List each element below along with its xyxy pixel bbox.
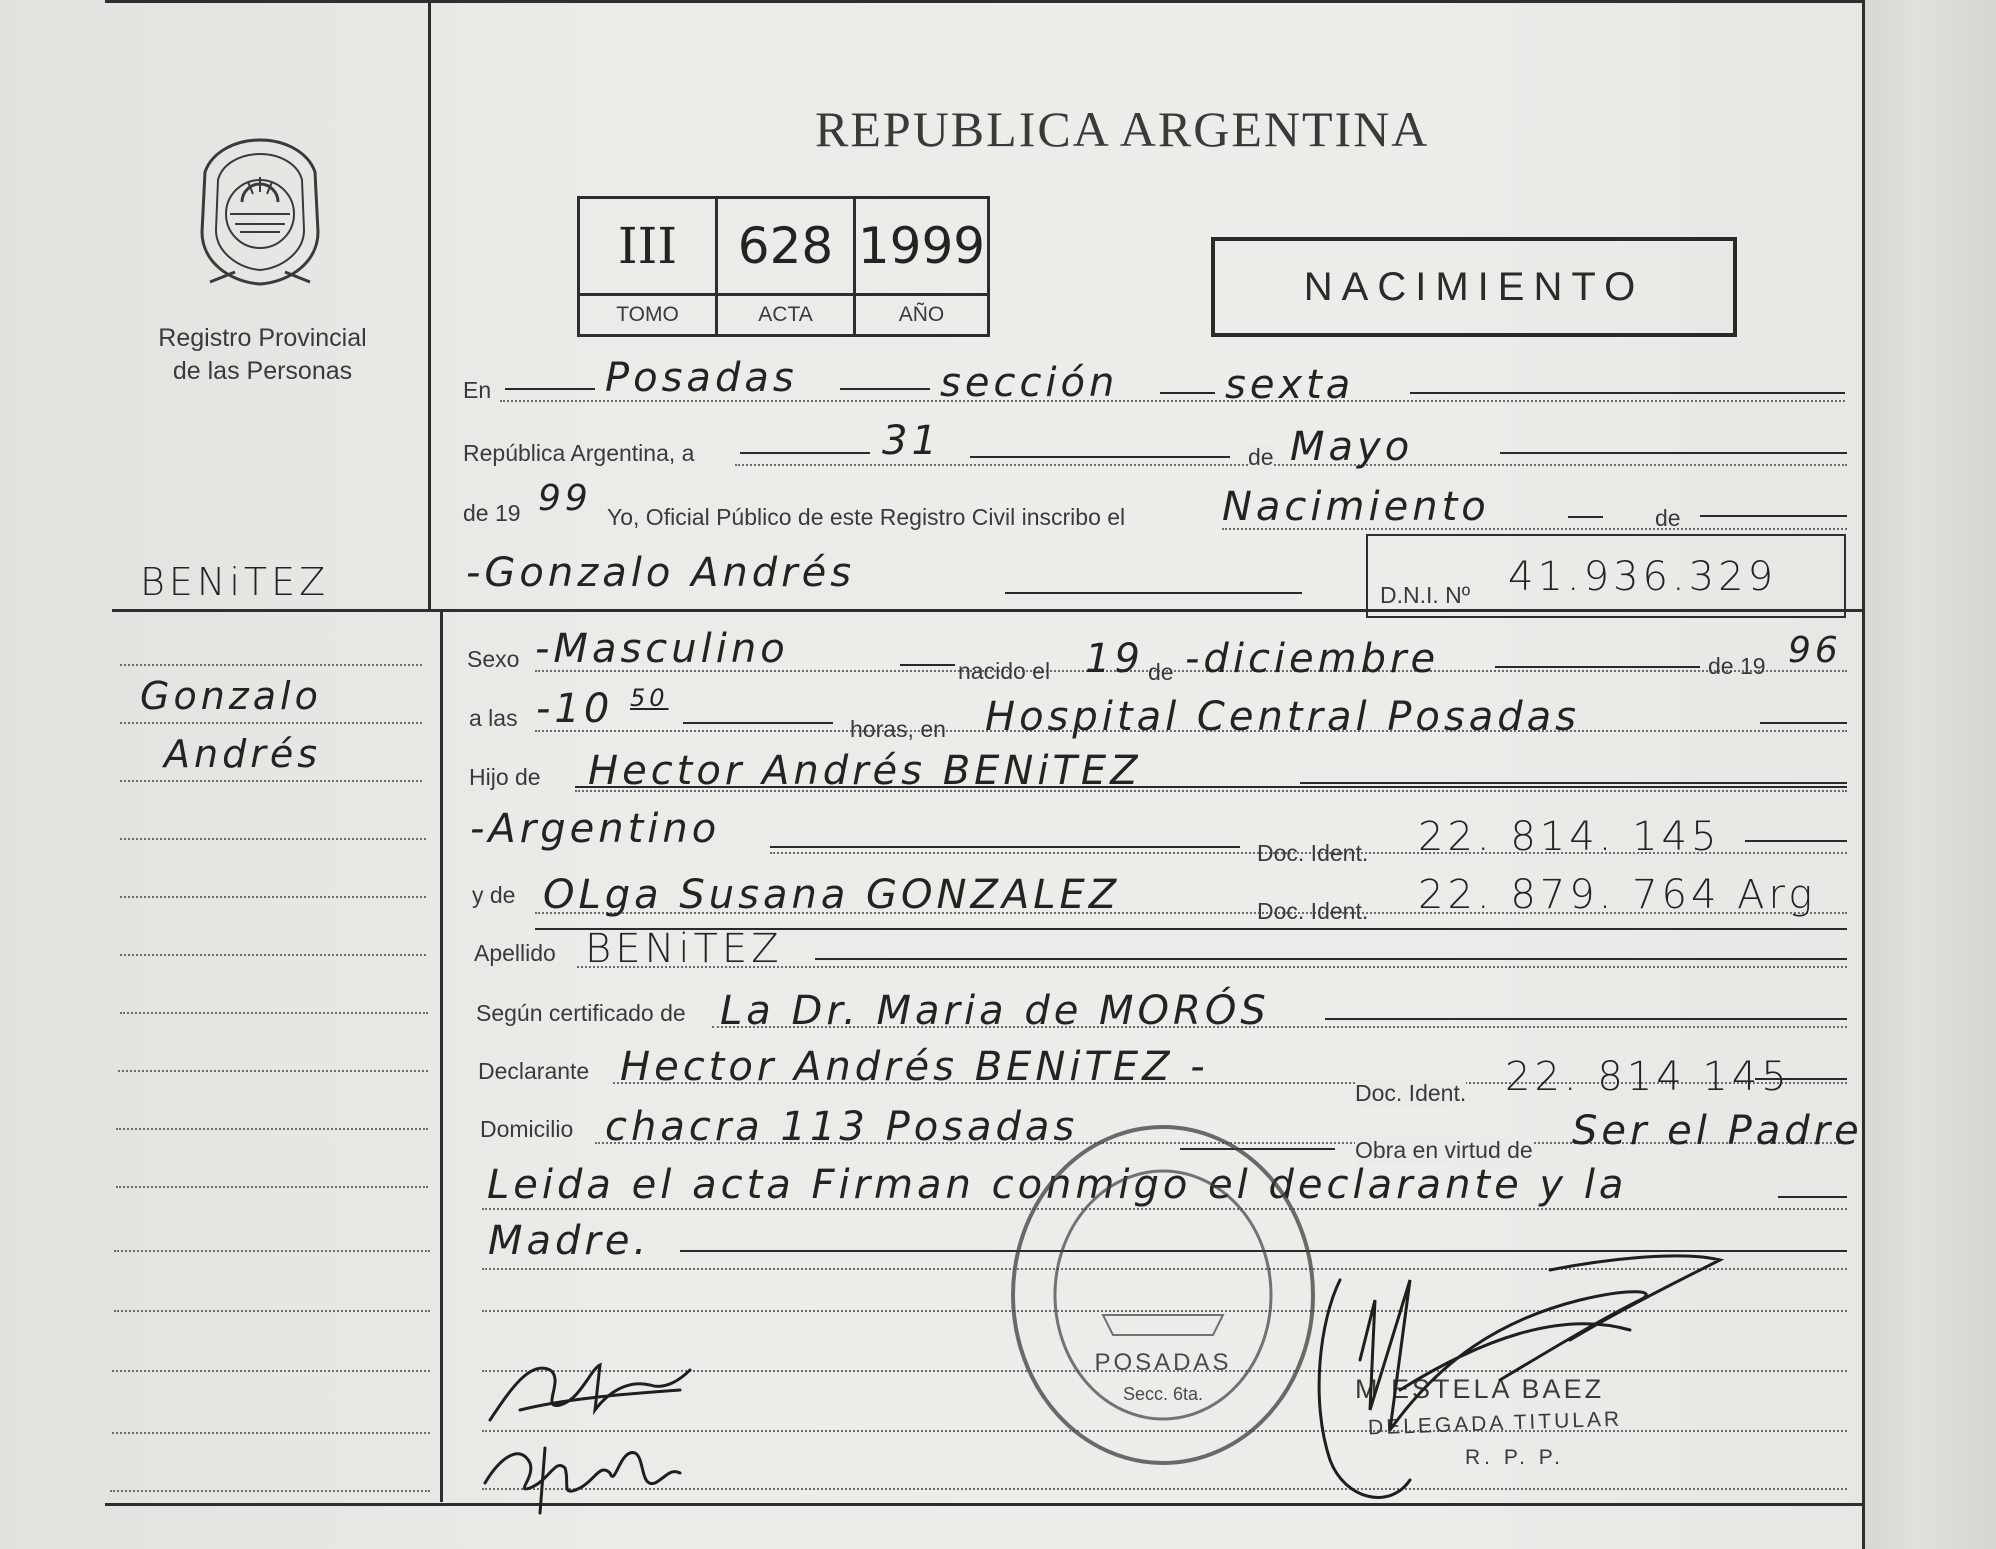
margin-line: [114, 1250, 430, 1252]
label-de-birth: de: [1148, 659, 1174, 685]
document-type-box: NACIMIENTO: [1211, 237, 1737, 337]
ink-stroke: [840, 388, 930, 390]
ink-stroke: [740, 452, 870, 454]
entry-declarant-doc: 22. 814 145: [1505, 1054, 1791, 1100]
margin-line: [120, 664, 422, 666]
entry-minutes: 50: [630, 684, 669, 712]
label-de2: de: [1655, 505, 1681, 531]
margin-line: [114, 1310, 430, 1312]
column-divider-upper: [428, 0, 431, 612]
top-border: [105, 0, 1862, 3]
entry-nationality: -Argentino: [470, 806, 721, 852]
entry-birth-year: 96: [1788, 630, 1842, 671]
stamp-section: Secc. 6ta.: [1122, 1384, 1204, 1404]
margin-line: [110, 1490, 430, 1492]
entry-mother-doc: 22. 879. 764 Arg: [1418, 872, 1817, 918]
misiones-emblem-icon: [190, 132, 330, 292]
entry-seccion: sección: [940, 360, 1119, 406]
label-de19-birth: de 19: [1708, 653, 1766, 679]
ano-value: 1999: [857, 217, 986, 275]
ink-stroke: [1755, 1078, 1847, 1080]
official-signature: [1300, 1240, 1760, 1520]
label-doc1: Doc. Ident.: [1257, 840, 1369, 866]
label-obra: Obra en virtud de: [1355, 1137, 1533, 1163]
column-divider-lower: [440, 612, 443, 1502]
margin-line: [116, 1128, 428, 1130]
entry-sexta: sexta: [1225, 362, 1355, 408]
ink-stroke: [1005, 592, 1302, 594]
country-title: REPUBLICA ARGENTINA: [815, 101, 1430, 157]
margin-surname: BENiTEZ: [140, 560, 330, 604]
label-apellido: Apellido: [474, 940, 556, 966]
label-horas: horas, en: [850, 716, 946, 742]
declarant-signature: [480, 1350, 700, 1440]
ink-stroke: [1760, 722, 1847, 724]
margin-line: [120, 1012, 428, 1014]
ink-stroke: [505, 388, 595, 390]
entry-day: 31: [882, 418, 941, 464]
entry-certificate: La Dr. Maria de MORÓS: [720, 988, 1270, 1034]
entry-sex: -Masculino: [535, 626, 789, 672]
label-en: En: [463, 377, 492, 403]
entry-dni: 41.936.329: [1508, 554, 1778, 600]
margin-given-1: Gonzalo: [140, 674, 322, 718]
label-republica: República Argentina, a: [463, 440, 695, 466]
label-nacido: nacido el: [958, 658, 1051, 684]
entry-name: -Gonzalo Andrés: [466, 550, 856, 596]
margin-line: [120, 780, 422, 782]
ink-stroke: [683, 722, 833, 724]
acta-value: 628: [737, 217, 834, 275]
label-hijo: Hijo de: [469, 764, 541, 790]
entry-note-1: Leida el acta Firman conmigo el declarante y la: [487, 1162, 1628, 1208]
page-edge: [1862, 0, 1996, 1549]
entry-acta-tipo: Nacimiento: [1222, 484, 1490, 530]
tomo-label: TOMO: [580, 293, 715, 334]
ink-stroke: [770, 846, 1240, 848]
label-sexo: Sexo: [467, 646, 520, 672]
margin-line: [120, 896, 426, 898]
entry-year-suffix: 99: [538, 478, 592, 519]
label-dni: D.N.I. Nº: [1380, 582, 1471, 608]
margin-line: [112, 1370, 430, 1372]
ink-stroke: [1500, 452, 1847, 454]
ink-stroke: [1700, 515, 1847, 517]
label-declarante: Declarante: [478, 1058, 590, 1084]
entry-mother: OLga Susana GONZALEZ: [543, 872, 1121, 918]
official-seal-stamp: [1003, 1120, 1323, 1470]
entry-reason: Ser el Padre: [1572, 1108, 1863, 1154]
tomo-value: III: [617, 217, 678, 275]
margin-line: [116, 1186, 428, 1188]
ink-stroke: [1745, 840, 1847, 842]
ink-stroke: [815, 958, 1847, 960]
ink-stroke: [1778, 1196, 1847, 1198]
label-alas: a las: [469, 705, 518, 731]
margin-line: [120, 722, 422, 724]
ink-stroke: [1410, 392, 1845, 394]
entry-hour: -10: [536, 686, 614, 732]
ano-cell: [856, 199, 987, 334]
entry-birth-month: -diciembre: [1185, 636, 1440, 682]
label-de: de: [1248, 444, 1274, 470]
entry-note-2: Madre.: [488, 1218, 651, 1264]
entry-surname: BENiTEZ: [585, 926, 783, 972]
ink-stroke: [1160, 392, 1215, 394]
entry-father-doc: 22. 814. 145: [1418, 814, 1721, 860]
registry-name: Registro Provincial de las Personas: [158, 324, 367, 385]
label-doc3: Doc. Ident.: [1355, 1080, 1467, 1106]
ink-stroke: [1568, 516, 1603, 518]
stamp-city: POSADAS: [1094, 1349, 1232, 1376]
entry-birth-day: 19: [1085, 636, 1144, 682]
margin-line: [118, 1070, 428, 1072]
official-name: M ESTELA BAEZ: [1355, 1374, 1605, 1404]
ink-stroke: [1325, 1018, 1847, 1020]
dni-box: [1366, 534, 1846, 618]
tomo-cell: [580, 199, 718, 334]
margin-line: [120, 954, 426, 956]
ano-label: AÑO: [856, 293, 987, 334]
label-doc2: Doc. Ident.: [1257, 898, 1369, 924]
margin-given-2: Andrés: [164, 732, 321, 776]
label-domicilio: Domicilio: [480, 1116, 574, 1142]
record-table: [577, 196, 990, 337]
margin-line: [120, 838, 426, 840]
entry-address: chacra 113 Posadas: [605, 1104, 1079, 1150]
ink-stroke: [1495, 666, 1700, 668]
entry-city: Posadas: [605, 355, 798, 401]
label-segun: Según certificado de: [476, 1000, 686, 1026]
entry-month: Mayo: [1290, 424, 1414, 470]
ink-stroke: [900, 664, 955, 666]
acta-label: ACTA: [718, 293, 853, 334]
acta-cell: [718, 199, 856, 334]
ink-stroke: [1300, 782, 1847, 784]
entry-father: Hector Andrés BENiTEZ: [588, 748, 1142, 794]
mother-signature: [470, 1428, 690, 1518]
margin-line: [112, 1432, 430, 1434]
label-yo: Yo, Oficial Público de este Registro Civil inscribo el: [607, 504, 1126, 530]
entry-declarant: Hector Andrés BENiTEZ -: [620, 1044, 1209, 1090]
official-org: R. P. P.: [1465, 1446, 1564, 1469]
official-role: DELEGADA TITULAR: [1367, 1407, 1623, 1440]
label-yde: y de: [472, 882, 516, 908]
ink-stroke: [970, 456, 1230, 458]
label-de19: de 19: [463, 500, 521, 526]
entry-place: Hospital Central Posadas: [985, 694, 1580, 740]
